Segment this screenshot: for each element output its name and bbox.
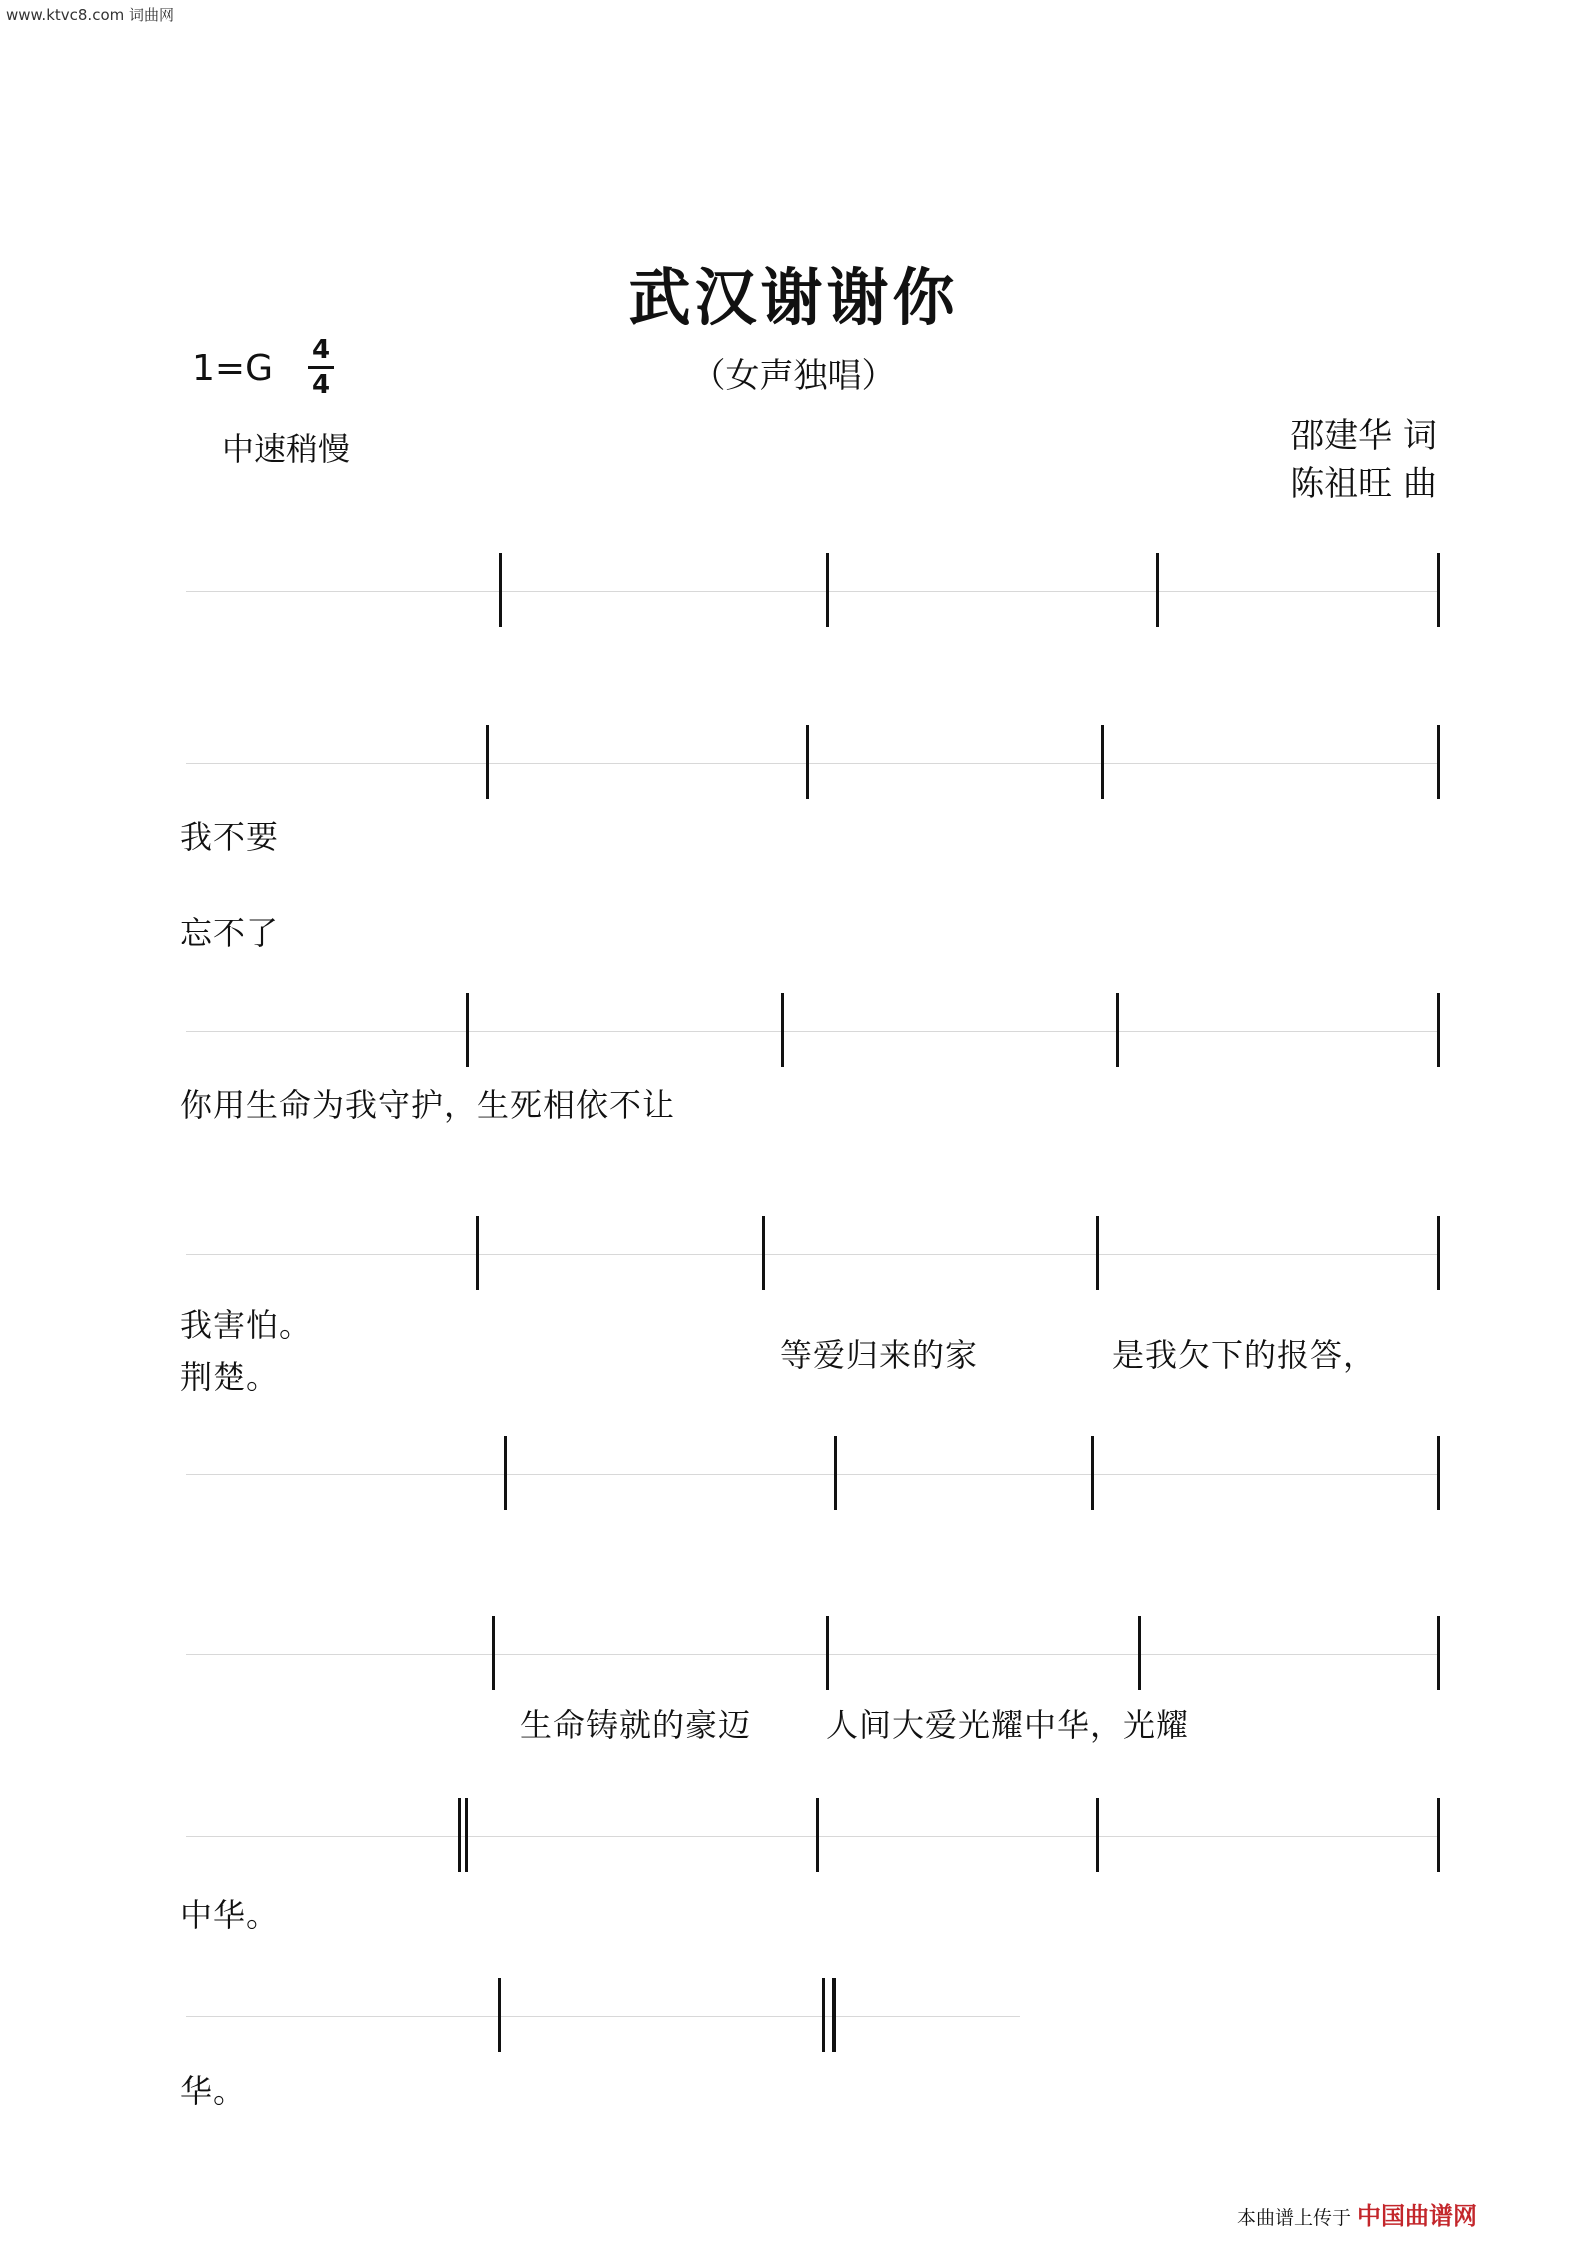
lyricist-credit: 邵建华 词 — [1290, 416, 1437, 456]
barline — [806, 725, 809, 799]
composer-credit: 陈祖旺 曲 — [1290, 464, 1437, 504]
lyric-line: 我不要 — [180, 818, 280, 856]
barline — [1437, 1216, 1440, 1290]
barline — [781, 993, 784, 1067]
tempo-marking: 中速稍慢 — [222, 430, 351, 468]
barline — [834, 1436, 837, 1510]
barline — [1437, 725, 1440, 799]
footer-text: 本曲谱上传于 — [1236, 2207, 1351, 2229]
lyric-line: 是我欠下的报答， — [1112, 1336, 1377, 1374]
staff-row-8 — [186, 1970, 1440, 2062]
staff-row-3 — [186, 985, 1440, 1077]
footer-credit — [1237, 2196, 1477, 2231]
staff-guide — [186, 591, 1440, 592]
staff-guide — [186, 1031, 1440, 1032]
barline — [1437, 1436, 1440, 1510]
key-signature: 1=G — [192, 348, 273, 389]
barline — [498, 1978, 501, 2052]
lyric-line: 忘不了 — [180, 914, 280, 952]
staff-row-2 — [186, 717, 1440, 809]
barline — [1437, 1616, 1440, 1690]
subtitle: （女声独唱） — [691, 356, 896, 396]
barline — [486, 725, 489, 799]
barline — [466, 993, 469, 1067]
lyric-line: 华。 — [180, 2072, 247, 2110]
barline — [1096, 1216, 1099, 1290]
barline — [1138, 1616, 1141, 1690]
lyric-line: 人间大爱光耀中华，光耀 — [826, 1706, 1190, 1744]
barline — [1437, 1798, 1440, 1872]
barline — [826, 1616, 829, 1690]
barline — [476, 1216, 479, 1290]
staff-guide — [186, 1836, 1440, 1837]
barline — [1156, 553, 1159, 627]
staff-guide — [186, 1254, 1440, 1255]
barline — [1091, 1436, 1094, 1510]
time-signature-divider — [308, 366, 334, 369]
staff-row-4 — [186, 1208, 1440, 1300]
site-brand: 中国曲谱网 — [1357, 2202, 1477, 2230]
lyric-line: 中华。 — [180, 1896, 280, 1934]
time-signature-top: 4 — [311, 335, 331, 365]
lyric-line: 你用生命为我守护，生死相依不让 — [180, 1086, 676, 1124]
staff-guide — [186, 1474, 1440, 1475]
staff-row-6 — [186, 1608, 1440, 1700]
barline — [816, 1798, 819, 1872]
barline — [458, 1798, 461, 1872]
lyric-line: 生命铸就的豪迈 — [520, 1706, 752, 1744]
lyric-line: 等爱归来的家 — [780, 1336, 979, 1374]
staff-row-5 — [186, 1428, 1440, 1520]
barline — [1437, 553, 1440, 627]
page-title: 武汉谢谢你 — [628, 261, 959, 334]
barline — [465, 1798, 468, 1872]
barline — [1101, 725, 1104, 799]
staff-row-7 — [186, 1790, 1440, 1882]
staff-row-1 — [186, 545, 1440, 637]
barline — [1116, 993, 1119, 1067]
staff-guide — [186, 2016, 1020, 2017]
barline — [492, 1616, 495, 1690]
barline — [499, 553, 502, 627]
barline — [1096, 1798, 1099, 1872]
watermark: www.ktvc8.com 词曲网 — [6, 6, 175, 24]
barline — [826, 553, 829, 627]
time-signature-bottom: 4 — [311, 370, 331, 400]
staff-guide — [186, 1654, 1440, 1655]
lyric-line: 荆楚。 — [180, 1358, 280, 1396]
barline — [504, 1436, 507, 1510]
final-barline — [832, 1978, 836, 2052]
barline — [762, 1216, 765, 1290]
barline — [1437, 993, 1440, 1067]
staff-guide — [186, 763, 1440, 764]
lyric-line: 我害怕。 — [180, 1306, 313, 1344]
barline — [822, 1978, 825, 2052]
time-signature — [306, 334, 336, 401]
